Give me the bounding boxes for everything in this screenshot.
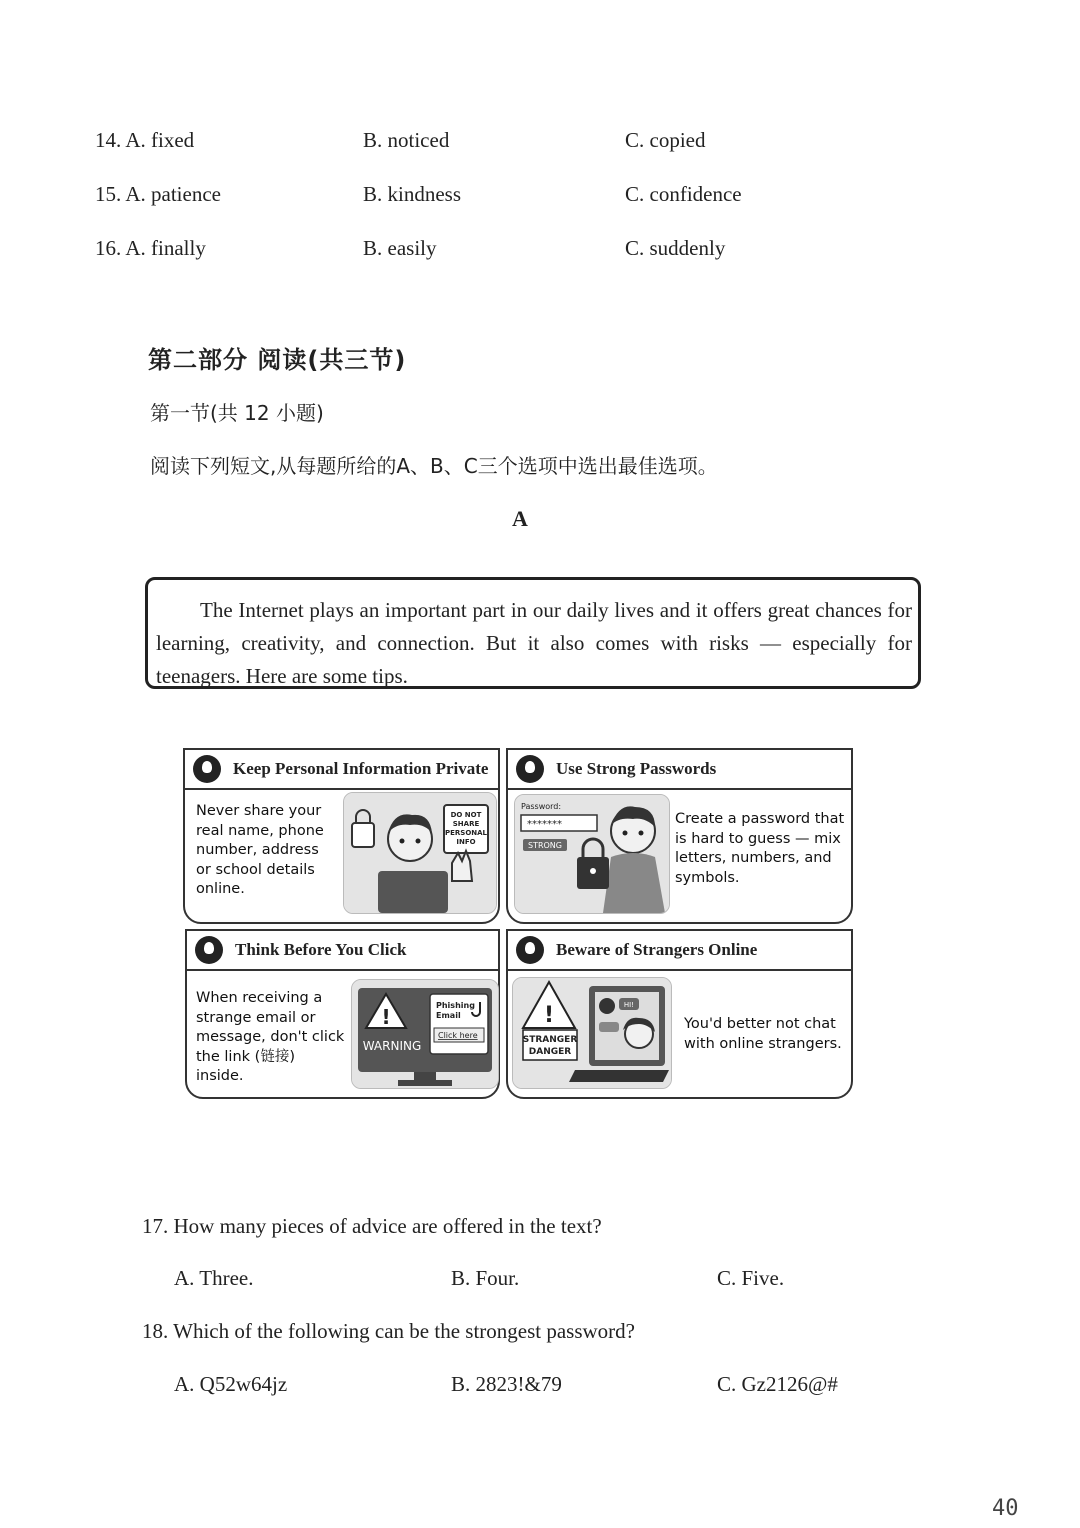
lightbulb-icon	[516, 936, 544, 964]
option-row-14	[0, 128, 1080, 168]
card-header	[508, 750, 851, 790]
svg-text:PERSONAL: PERSONAL	[444, 829, 488, 837]
svg-text:!: !	[381, 1005, 391, 1029]
option-16-b: B. easily	[363, 236, 437, 260]
section-subtitle: 第一节(共 12 小题)	[150, 401, 324, 425]
option-16-a: 16. A. finally	[95, 236, 206, 260]
padlock-icon	[515, 795, 669, 913]
question-17-option-a: A. Three.	[174, 1266, 254, 1290]
page-number: 40	[992, 1496, 1019, 1521]
lightbulb-icon	[195, 936, 223, 964]
question-18: 18. Which of the following can be the strongest password?	[142, 1319, 635, 1343]
option-14-b: B. noticed	[363, 128, 450, 152]
card-header	[508, 931, 851, 971]
card-body: When receiving a strange email or message, don't click the link (链接) inside.	[196, 990, 345, 1084]
option-row-16	[0, 236, 1080, 276]
card-title: Keep Personal Information Private	[233, 759, 489, 778]
svg-text:*******: *******	[527, 819, 562, 830]
section-instruction: 阅读下列短文,从每题所给的A、B、C三个选项中选出最佳选项。	[150, 454, 718, 478]
intro-text: The Internet plays an important part in our daily lives and it offers great chances for learning, creativity, and connection. But it also comes with risks — especially for teenagers. Here are some tips.	[156, 598, 912, 688]
option-14-a: 14. A. fixed	[95, 128, 195, 152]
svg-text:INFO: INFO	[456, 838, 476, 846]
question-17-option-b: B. Four.	[451, 1266, 520, 1290]
option-14-c: C. copied	[625, 128, 706, 152]
stranger-danger-illustration	[512, 977, 672, 1089]
option-15-b: B. kindness	[363, 182, 462, 206]
passage-letter: A	[512, 506, 528, 531]
card-body: Create a password that is hard to guess — mix letters, numbers, and symbols.	[675, 811, 845, 886]
section-title: 第二部分 阅读(共三节)	[148, 346, 407, 374]
option-15-c: C. confidence	[625, 182, 742, 206]
question-18-option-a: A. Q52w64jz	[174, 1372, 288, 1396]
question-17: 17. How many pieces of advice are offered in the text?	[142, 1214, 602, 1238]
svg-text:Click here: Click here	[438, 1031, 478, 1040]
tip-card-strangers-online	[506, 929, 853, 1099]
card-body: You'd better not chat with online strangers.	[684, 1016, 842, 1052]
svg-text:STRONG: STRONG	[527, 841, 563, 850]
warning-monitor-illustration	[351, 979, 499, 1089]
svg-text:!: !	[543, 1003, 555, 1028]
boy-laptop-icon	[344, 793, 496, 913]
card-title: Beware of Strangers Online	[556, 940, 758, 959]
lightbulb-icon	[516, 755, 544, 783]
option-16-c: C. suddenly	[625, 236, 726, 260]
stranger-danger-icon	[513, 978, 671, 1088]
tip-card-think-before-click	[185, 929, 500, 1099]
card-body: Never share your real name, phone number, address or school details online.	[196, 803, 324, 897]
pw-label: Password:	[521, 802, 562, 811]
svg-text:Phishing: Phishing	[436, 1001, 475, 1010]
card-title: Think Before You Click	[235, 940, 407, 959]
tip-card-personal-info	[183, 748, 500, 924]
boy-laptop-illustration	[343, 792, 497, 914]
card-title: Use Strong Passwords	[556, 759, 717, 778]
svg-text:WARNING: WARNING	[362, 1039, 422, 1053]
svg-text:Email: Email	[436, 1011, 461, 1020]
card-header	[185, 750, 498, 790]
warning-icon	[352, 980, 498, 1088]
option-15-a: 15. A. patience	[95, 182, 221, 206]
svg-text:HI!: HI!	[623, 1001, 635, 1009]
svg-text:SHARE: SHARE	[452, 820, 480, 828]
lightbulb-icon	[193, 755, 221, 783]
question-18-option-c: C. Gz2126@#	[717, 1372, 838, 1396]
svg-text:DANGER: DANGER	[528, 1047, 572, 1057]
svg-text:DO NOT: DO NOT	[450, 811, 482, 819]
question-17-option-c: C. Five.	[717, 1266, 785, 1290]
question-18-option-b: B. 2823!&79	[451, 1372, 562, 1396]
intro-box	[145, 577, 921, 689]
option-row-15	[0, 182, 1080, 222]
svg-text:STRANGER: STRANGER	[522, 1035, 578, 1045]
card-header	[187, 931, 498, 971]
tip-card-strong-passwords	[506, 748, 853, 924]
password-boy-illustration	[514, 794, 670, 914]
